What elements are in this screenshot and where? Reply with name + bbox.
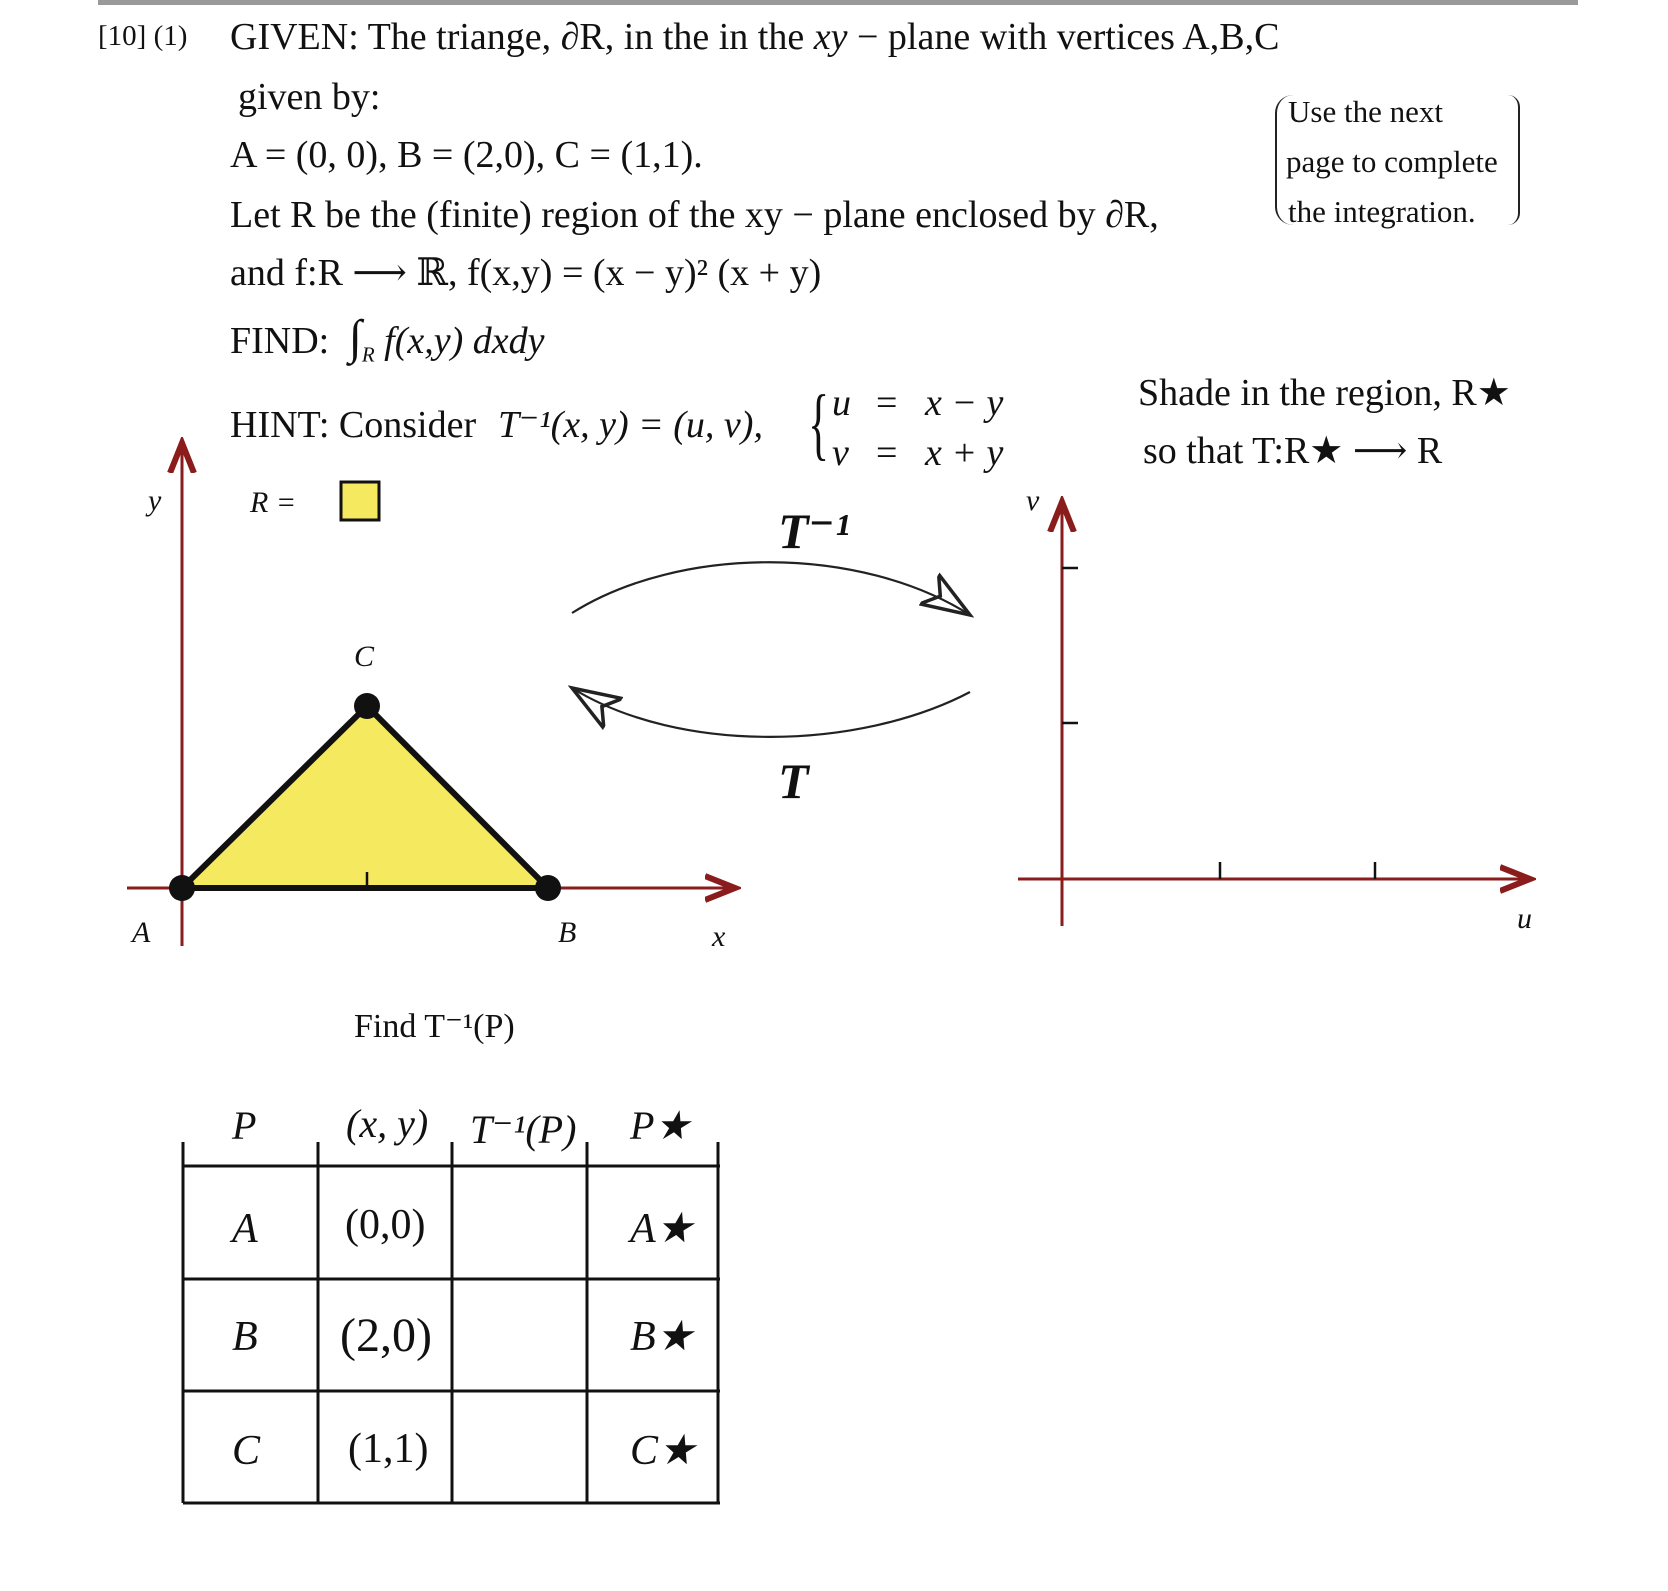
table-caption: Find T⁻¹(P)	[354, 1008, 515, 1045]
table-header-tinv: T⁻¹(P)	[470, 1107, 577, 1152]
legend-label: R =	[250, 486, 297, 519]
given-line-4: Let R be the (finite) region of the xy − plane enclosed by ∂R,	[230, 194, 1159, 236]
given-line-2: given by:	[238, 76, 381, 118]
find-expression: f(x,y) dxdy	[384, 320, 545, 362]
vertex-a-dot	[169, 875, 195, 901]
table-cell-xy: (1,1)	[348, 1426, 429, 1472]
hint-eq1-left: u	[832, 382, 851, 424]
vertex-b-label: B	[558, 916, 577, 949]
table-cell-p: B	[232, 1314, 258, 1360]
table-header-pstar: P★	[630, 1103, 691, 1148]
given-line-1-suffix: − plane with vertices A,B,C	[847, 16, 1280, 58]
table-header-p: P	[232, 1103, 257, 1148]
shade-line-1: Shade in the region, R★	[1138, 372, 1511, 414]
aside-line-1: Use the next	[1288, 94, 1443, 129]
vertex-b-dot	[535, 875, 561, 901]
legend-swatch	[341, 482, 379, 520]
table-cell-xy: (2,0)	[340, 1309, 432, 1362]
find-label: FIND:	[230, 320, 330, 362]
table-cell-xy: (0,0)	[345, 1202, 426, 1248]
table-cell-p: C	[232, 1428, 261, 1474]
left-x-axis-label: x	[712, 920, 726, 953]
hint-eq2-eq: =	[876, 432, 898, 474]
vertex-c-dot	[354, 693, 380, 719]
given-line-3: A = (0, 0), B = (2,0), C = (1,1).	[230, 134, 703, 176]
shade-line-2: so that T:R★ ⟶ R	[1143, 430, 1443, 472]
t-label: T	[778, 753, 809, 809]
integral-sign: ∫	[348, 311, 362, 364]
given-line-1-var: xy	[813, 16, 848, 58]
hint-eq1-eq: =	[876, 382, 898, 424]
table-cell-pstar: B★	[630, 1314, 694, 1360]
t-inverse-label: T⁻¹	[778, 503, 850, 559]
right-v-axis-label: v	[1026, 484, 1040, 517]
hint-map: T⁻¹(x, y) = (u, v),	[498, 404, 763, 446]
table-cell-pstar: C★	[630, 1428, 696, 1474]
problem-number: [10] (1)	[98, 20, 188, 52]
t-arrow	[572, 688, 970, 737]
table-cell-pstar: A★	[630, 1206, 694, 1252]
aside-line-2: page to complete	[1286, 144, 1498, 179]
vertex-c-label: C	[354, 640, 375, 673]
hint-brace: {	[808, 380, 830, 468]
table-cell-p: A	[232, 1206, 258, 1252]
hint-eq2-right: x + y	[925, 432, 1004, 474]
table-header-xy: (x, y)	[346, 1101, 429, 1146]
right-u-axis-label: u	[1517, 902, 1532, 935]
integral-subscript: R	[361, 342, 375, 367]
hint-eq2-left: v	[832, 432, 849, 474]
vertex-a-label: A	[132, 916, 151, 949]
triangle-region	[182, 706, 548, 888]
hint-prefix: HINT: Consider	[230, 404, 477, 446]
given-line-5: and f:R ⟶ ℝ, f(x,y) = (x − y)² (x + y)	[230, 252, 822, 294]
left-y-axis-label: y	[148, 484, 162, 517]
t-inverse-arrow	[572, 562, 970, 615]
given-line-1-prefix: GIVEN: The triange, ∂R, in the in the	[230, 16, 814, 58]
hint-eq1-right: x − y	[925, 382, 1004, 424]
aside-line-3: the integration.	[1288, 194, 1476, 229]
